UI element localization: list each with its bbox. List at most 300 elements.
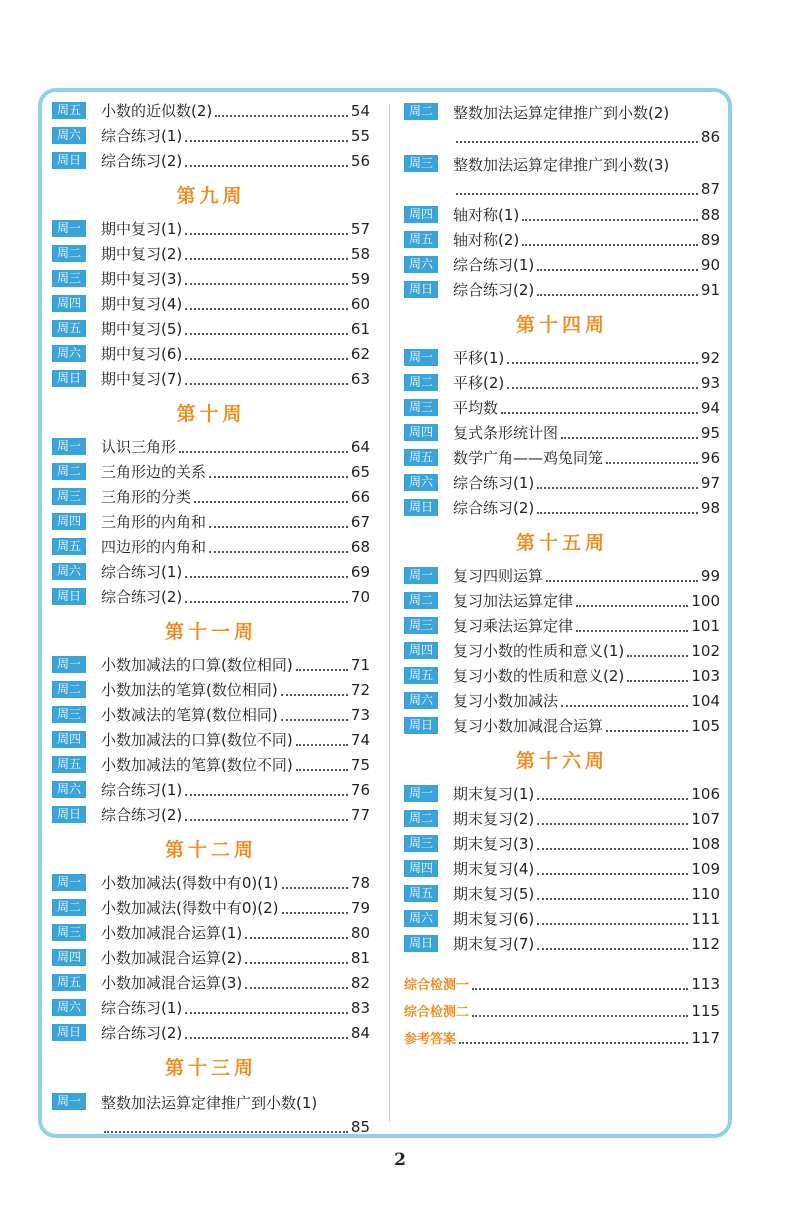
week-heading: 第十三周	[164, 1057, 257, 1079]
entry-title: 三角形的内角和	[101, 513, 207, 531]
day-badge: 周日	[404, 935, 438, 952]
toc-entry[interactable]	[52, 216, 370, 241]
page-ref: 79	[350, 898, 370, 917]
day-badge: 周三	[52, 706, 86, 723]
toc-entry[interactable]	[404, 588, 720, 613]
entry-title: 复习四则运算	[453, 567, 544, 585]
page-ref: 92	[700, 348, 720, 367]
entry-second-line	[52, 1114, 370, 1140]
day-badge: 周四	[52, 731, 86, 748]
entry-title: 整数加法运算定律推广到小数(2)	[453, 104, 670, 122]
toc-entry[interactable]	[404, 227, 720, 252]
toc-entry[interactable]	[404, 252, 720, 277]
day-badge: 周日	[52, 152, 86, 169]
day-badge: 周一	[52, 220, 86, 237]
toc-entry[interactable]	[404, 638, 720, 663]
toc-entry[interactable]	[404, 370, 720, 395]
toc-entry[interactable]	[52, 434, 370, 459]
week-heading: 第十二周	[164, 839, 257, 861]
page-ref: 56	[350, 151, 370, 170]
section-spacer	[404, 956, 720, 970]
entry-title: 期中复习(3)	[101, 270, 183, 288]
day-badge: 周二	[52, 681, 86, 698]
dot-leader	[537, 947, 688, 950]
entry-title: 小数加法的笔算(数位相同)	[101, 681, 278, 699]
entry-title: 期末复习(6)	[453, 910, 535, 928]
dot-leader	[185, 307, 348, 310]
dot-leader	[576, 629, 688, 632]
day-badge: 周三	[52, 924, 86, 941]
toc-entry[interactable]	[404, 931, 720, 956]
day-badge: 周日	[52, 588, 86, 605]
entry-title: 期末复习(1)	[453, 785, 535, 803]
page-ref: 95	[700, 423, 720, 442]
day-badge: 周二	[404, 103, 438, 120]
entry-title: 综合练习(2)	[101, 1024, 183, 1042]
dot-leader	[185, 332, 348, 335]
entry-title: 整数加法运算定律推广到小数(1)	[101, 1094, 318, 1112]
day-badge: 周四	[404, 860, 438, 877]
entry-title: 小数加减混合运算(2)	[101, 949, 243, 967]
page-ref: 97	[700, 473, 720, 492]
day-badge: 周六	[404, 910, 438, 927]
day-badge: 周二	[52, 463, 86, 480]
entry-title: 小数加减混合运算(3)	[101, 974, 243, 992]
entry-title: 复习小数的性质和意义(1)	[453, 642, 625, 660]
entry-title: 期末复习(4)	[453, 860, 535, 878]
day-badge: 周一	[52, 1093, 86, 1110]
entry-title: 小数加减法的笔算(数位不同)	[101, 756, 293, 774]
page-number: 2	[394, 1150, 406, 1170]
dot-leader	[215, 114, 348, 117]
entry-title: 期末复习(7)	[453, 935, 535, 953]
day-badge: 周六	[52, 345, 86, 362]
page-ref: 76	[350, 780, 370, 799]
toc-entry[interactable]	[52, 677, 370, 702]
page-ref: 104	[691, 691, 720, 710]
toc-entry[interactable]	[404, 345, 720, 370]
entry-title: 平移(2)	[453, 374, 505, 392]
toc-entry[interactable]	[52, 945, 370, 970]
day-badge: 周一	[52, 874, 86, 891]
dot-leader	[507, 361, 698, 364]
day-badge: 周六	[404, 474, 438, 491]
page-ref: 91	[700, 280, 720, 299]
week-heading: 第九周	[176, 185, 246, 207]
page-ref: 61	[350, 319, 370, 338]
dot-leader	[561, 436, 698, 439]
toc-extra-entry[interactable]	[404, 1024, 720, 1051]
dot-leader	[185, 232, 348, 235]
entry-title: 轴对称(2)	[453, 231, 520, 249]
page-ref: 110	[691, 884, 720, 903]
entry-title: 认识三角形	[101, 438, 177, 456]
page-ref: 93	[700, 373, 720, 392]
day-badge: 周五	[404, 667, 438, 684]
entry-title: 综合练习(1)	[101, 999, 183, 1017]
entry-second-line	[404, 176, 720, 202]
toc-entry[interactable]	[52, 995, 370, 1020]
toc-entry[interactable]	[404, 495, 720, 520]
toc-entry[interactable]	[404, 150, 720, 202]
day-badge: 周一	[404, 349, 438, 366]
toc-entry[interactable]	[404, 98, 720, 150]
page-ref: 111	[691, 909, 720, 928]
entry-title: 综合练习(1)	[101, 127, 183, 145]
dot-leader	[185, 139, 348, 142]
entry-title: 复习小数加减法	[453, 692, 559, 710]
dot-leader	[537, 797, 688, 800]
page-ref: 100	[691, 591, 720, 610]
dot-leader	[606, 461, 698, 464]
day-badge: 周五	[52, 756, 86, 773]
page-ref: 106	[691, 784, 720, 803]
entry-title: 综合练习(2)	[101, 588, 183, 606]
extra-entry-title: 综合检测一	[404, 978, 470, 993]
page-ref: 109	[691, 859, 720, 878]
page-ref: 115	[691, 1001, 720, 1020]
entry-title: 综合练习(1)	[101, 781, 183, 799]
page-ref: 71	[350, 655, 370, 674]
toc-entry[interactable]	[404, 688, 720, 713]
day-badge: 周三	[404, 835, 438, 852]
page-ref: 68	[350, 537, 370, 556]
entry-title: 期末复习(2)	[453, 810, 535, 828]
page-ref: 86	[700, 127, 720, 146]
dot-leader	[627, 679, 688, 682]
entry-title: 期末复习(5)	[453, 885, 535, 903]
day-badge: 周六	[52, 563, 86, 580]
toc-entry[interactable]	[404, 881, 720, 906]
entry-title: 综合练习(2)	[453, 281, 535, 299]
page-ref: 105	[691, 716, 720, 735]
page-ref: 62	[350, 344, 370, 363]
day-badge: 周日	[404, 717, 438, 734]
day-badge: 周四	[52, 295, 86, 312]
page-ref: 77	[350, 805, 370, 824]
day-badge: 周三	[52, 270, 86, 287]
toc-entry[interactable]	[52, 727, 370, 752]
page-ref: 80	[350, 923, 370, 942]
page-ref: 60	[350, 294, 370, 313]
page-ref: 117	[691, 1028, 720, 1047]
dot-leader	[245, 986, 348, 989]
page-ref: 83	[350, 998, 370, 1017]
day-badge: 周四	[404, 642, 438, 659]
toc-right-column	[404, 98, 720, 1051]
toc-entry[interactable]	[404, 713, 720, 738]
toc-entry[interactable]	[52, 148, 370, 173]
dot-leader	[185, 793, 348, 796]
page-ref: 113	[691, 974, 720, 993]
day-badge: 周二	[404, 810, 438, 827]
dot-leader	[209, 525, 348, 528]
toc-entry[interactable]	[52, 1088, 370, 1140]
page-ref: 54	[350, 101, 370, 120]
day-badge: 周五	[404, 449, 438, 466]
day-badge: 周日	[52, 806, 86, 823]
dot-leader	[185, 1036, 348, 1039]
dot-leader	[606, 729, 688, 732]
dot-leader	[472, 987, 688, 990]
toc-entry[interactable]	[404, 856, 720, 881]
day-badge: 周五	[52, 102, 86, 119]
toc-entry[interactable]	[52, 366, 370, 391]
dot-leader	[537, 872, 688, 875]
page-ref: 73	[350, 705, 370, 724]
page-ref: 101	[691, 616, 720, 635]
toc-entry[interactable]	[404, 470, 720, 495]
toc-entry[interactable]	[52, 484, 370, 509]
entry-title: 综合练习(2)	[453, 499, 535, 517]
page-ref: 90	[700, 255, 720, 274]
dot-leader	[537, 293, 698, 296]
entry-title: 综合练习(2)	[101, 152, 183, 170]
page-ref: 72	[350, 680, 370, 699]
day-badge: 周四	[52, 513, 86, 530]
day-badge: 周四	[404, 424, 438, 441]
toc-entry[interactable]	[404, 395, 720, 420]
page-ref: 102	[691, 641, 720, 660]
toc-entry[interactable]	[404, 906, 720, 931]
page-ref: 85	[350, 1117, 370, 1136]
page-ref: 70	[350, 587, 370, 606]
entry-title: 整数加法运算定律推广到小数(3)	[453, 156, 670, 174]
dot-leader	[522, 243, 698, 246]
dot-leader	[282, 886, 348, 889]
toc-entry[interactable]	[52, 123, 370, 148]
toc-entry[interactable]	[52, 870, 370, 895]
page-ref: 65	[350, 462, 370, 481]
dot-leader	[245, 936, 348, 939]
column-divider	[389, 104, 390, 1122]
day-badge: 周六	[404, 692, 438, 709]
toc-entry[interactable]	[404, 420, 720, 445]
day-badge: 周一	[404, 785, 438, 802]
toc-extra-entry[interactable]	[404, 997, 720, 1024]
entry-title: 轴对称(1)	[453, 206, 520, 224]
week-heading: 第十周	[176, 403, 246, 425]
toc-entry[interactable]	[404, 445, 720, 470]
toc-entry[interactable]	[52, 534, 370, 559]
page-ref: 67	[350, 512, 370, 531]
entry-title: 综合练习(1)	[453, 256, 535, 274]
toc-entry[interactable]	[52, 559, 370, 584]
entry-title: 综合练习(1)	[101, 563, 183, 581]
day-badge: 周三	[404, 617, 438, 634]
toc-entry[interactable]	[52, 970, 370, 995]
entry-title: 小数加减法的口算(数位相同)	[101, 656, 293, 674]
entry-title: 复习乘法运算定律	[453, 617, 574, 635]
day-badge: 周一	[52, 438, 86, 455]
day-badge: 周三	[52, 488, 86, 505]
toc-entry[interactable]	[52, 1020, 370, 1045]
page-ref: 63	[350, 369, 370, 388]
dot-leader	[576, 604, 688, 607]
toc-entry[interactable]	[52, 316, 370, 341]
dot-leader	[472, 1014, 688, 1017]
toc-entry[interactable]	[52, 752, 370, 777]
page-ref: 59	[350, 269, 370, 288]
page-ref: 107	[691, 809, 720, 828]
dot-leader	[537, 822, 688, 825]
dot-leader	[546, 579, 698, 582]
day-badge: 周日	[52, 370, 86, 387]
page-ref: 74	[350, 730, 370, 749]
toc-left-column	[52, 98, 370, 1140]
dot-leader	[537, 268, 698, 271]
dot-leader	[185, 257, 348, 260]
page-ref: 58	[350, 244, 370, 263]
page-ref: 82	[350, 973, 370, 992]
day-badge: 周二	[52, 245, 86, 262]
day-badge: 周日	[404, 281, 438, 298]
toc-entry[interactable]	[52, 920, 370, 945]
day-badge: 周三	[404, 399, 438, 416]
toc-entry[interactable]	[404, 806, 720, 831]
dot-leader	[104, 1130, 348, 1133]
entry-title: 数学广角——鸡兔同笼	[453, 449, 604, 467]
toc-entry[interactable]	[52, 98, 370, 123]
page-ref: 64	[350, 437, 370, 456]
dot-leader	[185, 575, 348, 578]
week-heading: 第十五周	[515, 532, 608, 554]
page-ref: 88	[700, 205, 720, 224]
toc-entry[interactable]	[404, 563, 720, 588]
page-ref: 96	[700, 448, 720, 467]
toc-entry[interactable]	[52, 802, 370, 827]
dot-leader	[185, 1011, 348, 1014]
page-ref: 69	[350, 562, 370, 581]
page-ref: 89	[700, 230, 720, 249]
day-badge: 周二	[52, 899, 86, 916]
toc-entry[interactable]	[52, 291, 370, 316]
extra-entry-title: 综合检测二	[404, 1005, 470, 1020]
entry-title: 复式条形统计图	[453, 424, 559, 442]
toc-entry[interactable]	[52, 459, 370, 484]
toc-entry[interactable]	[52, 777, 370, 802]
toc-entry[interactable]	[404, 613, 720, 638]
page-ref: 108	[691, 834, 720, 853]
dot-leader	[627, 654, 688, 657]
dot-leader	[281, 693, 348, 696]
toc-entry[interactable]	[404, 781, 720, 806]
toc-extra-entry[interactable]	[404, 970, 720, 997]
toc-entry[interactable]	[404, 202, 720, 227]
page-ref: 84	[350, 1023, 370, 1042]
entry-title: 期中复习(4)	[101, 295, 183, 313]
toc-entry[interactable]	[52, 652, 370, 677]
dot-leader	[561, 704, 688, 707]
toc-entry[interactable]	[52, 509, 370, 534]
day-badge: 周四	[404, 206, 438, 223]
page-ref: 75	[350, 755, 370, 774]
page-ref: 99	[700, 566, 720, 585]
entry-title: 三角形的分类	[101, 488, 192, 506]
dot-leader	[194, 500, 348, 503]
toc-entry[interactable]	[52, 241, 370, 266]
day-badge: 周一	[52, 656, 86, 673]
page-ref: 94	[700, 398, 720, 417]
entry-title: 期中复习(2)	[101, 245, 183, 263]
page-ref: 57	[350, 219, 370, 238]
toc-entry[interactable]	[52, 266, 370, 291]
week-heading: 第十一周	[164, 621, 257, 643]
entry-title: 平均数	[453, 399, 499, 417]
dot-leader	[537, 847, 688, 850]
dot-leader	[537, 922, 688, 925]
dot-leader	[537, 486, 698, 489]
entry-title: 期中复习(1)	[101, 220, 183, 238]
day-badge: 周三	[404, 155, 438, 172]
page-ref: 103	[691, 666, 720, 685]
day-badge: 周五	[52, 538, 86, 555]
dot-leader	[456, 140, 698, 143]
page-ref: 87	[700, 179, 720, 198]
entry-title: 综合练习(2)	[101, 806, 183, 824]
day-badge: 周二	[404, 374, 438, 391]
dot-leader	[185, 357, 348, 360]
dot-leader	[185, 818, 348, 821]
dot-leader	[537, 511, 698, 514]
dot-leader	[245, 961, 348, 964]
entry-second-line	[404, 124, 720, 150]
toc-entry[interactable]	[52, 702, 370, 727]
entry-title: 复习小数加减混合运算	[453, 717, 604, 735]
toc-entry[interactable]	[52, 341, 370, 366]
dot-leader	[185, 382, 348, 385]
day-badge: 周五	[52, 974, 86, 991]
entry-title: 平移(1)	[453, 349, 505, 367]
entry-title: 期中复习(5)	[101, 320, 183, 338]
toc-entry[interactable]	[52, 584, 370, 609]
dot-leader	[507, 386, 698, 389]
day-badge: 周二	[404, 592, 438, 609]
entry-title: 复习加法运算定律	[453, 592, 574, 610]
day-badge: 周日	[52, 1024, 86, 1041]
entry-title: 小数减法的笔算(数位相同)	[101, 706, 278, 724]
day-badge: 周一	[404, 567, 438, 584]
day-badge: 周五	[404, 231, 438, 248]
toc-entry[interactable]	[52, 895, 370, 920]
toc-entry[interactable]	[404, 831, 720, 856]
entry-title: 四边形的内角和	[101, 538, 207, 556]
toc-entry[interactable]	[404, 277, 720, 302]
day-badge: 周六	[52, 781, 86, 798]
entry-title: 期中复习(7)	[101, 370, 183, 388]
entry-title: 综合练习(1)	[453, 474, 535, 492]
page-ref: 78	[350, 873, 370, 892]
week-heading: 第十六周	[515, 750, 608, 772]
entry-title: 小数加减混合运算(1)	[101, 924, 243, 942]
page-ref: 98	[700, 498, 720, 517]
dot-leader	[537, 897, 688, 900]
day-badge: 周四	[52, 949, 86, 966]
dot-leader	[522, 218, 698, 221]
dot-leader	[296, 668, 348, 671]
dot-leader	[296, 768, 348, 771]
page-ref: 55	[350, 126, 370, 145]
entry-title: 复习小数的性质和意义(2)	[453, 667, 625, 685]
dot-leader	[209, 475, 348, 478]
entry-title: 小数加减法(得数中有0)(1)	[101, 874, 279, 892]
entry-title: 期末复习(3)	[453, 835, 535, 853]
page-ref: 81	[350, 948, 370, 967]
toc-entry[interactable]	[404, 663, 720, 688]
entry-title: 期中复习(6)	[101, 345, 183, 363]
dot-leader	[281, 718, 348, 721]
page-ref: 112	[691, 934, 720, 953]
